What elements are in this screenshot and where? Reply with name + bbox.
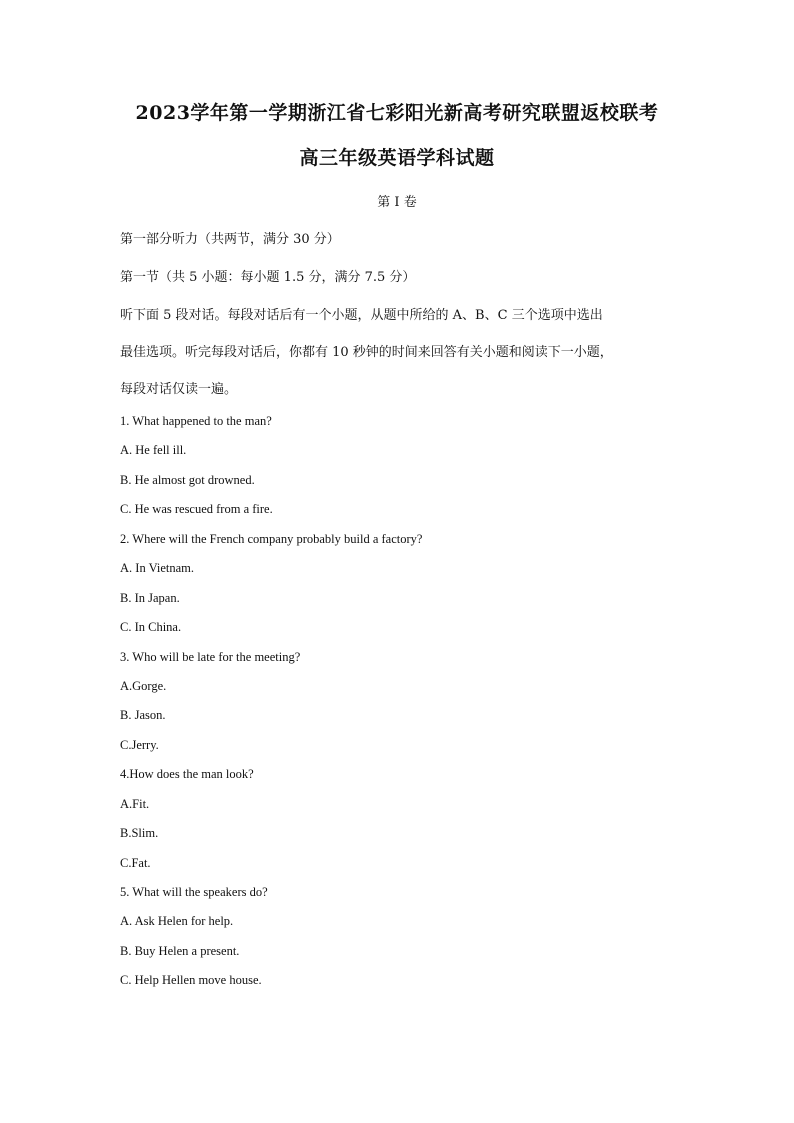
exam-subtitle: 高三年级英语学科试题 [299,147,495,169]
question-option: A. Ask Helen for help. [120,914,234,928]
question-option: B. Jason. [120,708,166,722]
question-option: C.Jerry. [120,738,159,752]
question-option: C. In China. [120,620,182,634]
question-stem: 3. Who will be late for the meeting? [120,650,301,664]
question-option: C. Help Hellen move house. [120,973,262,987]
instruction-line: 每段对话仅读一遍。 [120,382,238,397]
question-stem: 4.How does the man look? [120,767,254,781]
volume-label: 第 I 卷 [377,195,417,210]
instruction-line: 最佳选项。听完每段对话后，你都有 10 秒钟的时间来回答有关小题和阅读下一小题， [120,345,613,360]
question-option: C.Fat. [120,856,151,870]
question-stem: 5. What will the speakers do? [120,885,268,899]
question-option: A.Gorge. [120,679,167,693]
question-option: B. In Japan. [120,591,180,605]
subsection-heading: 第一节（共 5 小题：每小题 1.5 分，满分 7.5 分） [120,270,416,285]
question-stem: 2. Where will the French company probably build a factory? [120,532,423,546]
question-option: B. He almost got drowned. [120,473,255,487]
question-option: C. He was rescued from a fire. [120,502,273,516]
question-stem: 1. What happened to the man? [120,414,272,428]
question-option: B. Buy Helen a present. [120,944,240,958]
question-option: B.Slim. [120,826,159,840]
question-option: A. He fell ill. [120,443,187,457]
question-option: A. In Vietnam. [120,561,195,575]
part-heading: 第一部分听力（共两节，满分 30 分） [120,232,340,247]
instruction-line: 听下面 5 段对话。每段对话后有一个小题，从题中所给的 A、B、C 三个选项中选出 [120,308,603,323]
question-option: A.Fit. [120,797,150,811]
exam-title: 2023学年第一学期浙江省七彩阳光新高考研究联盟返校联考 [135,102,659,124]
